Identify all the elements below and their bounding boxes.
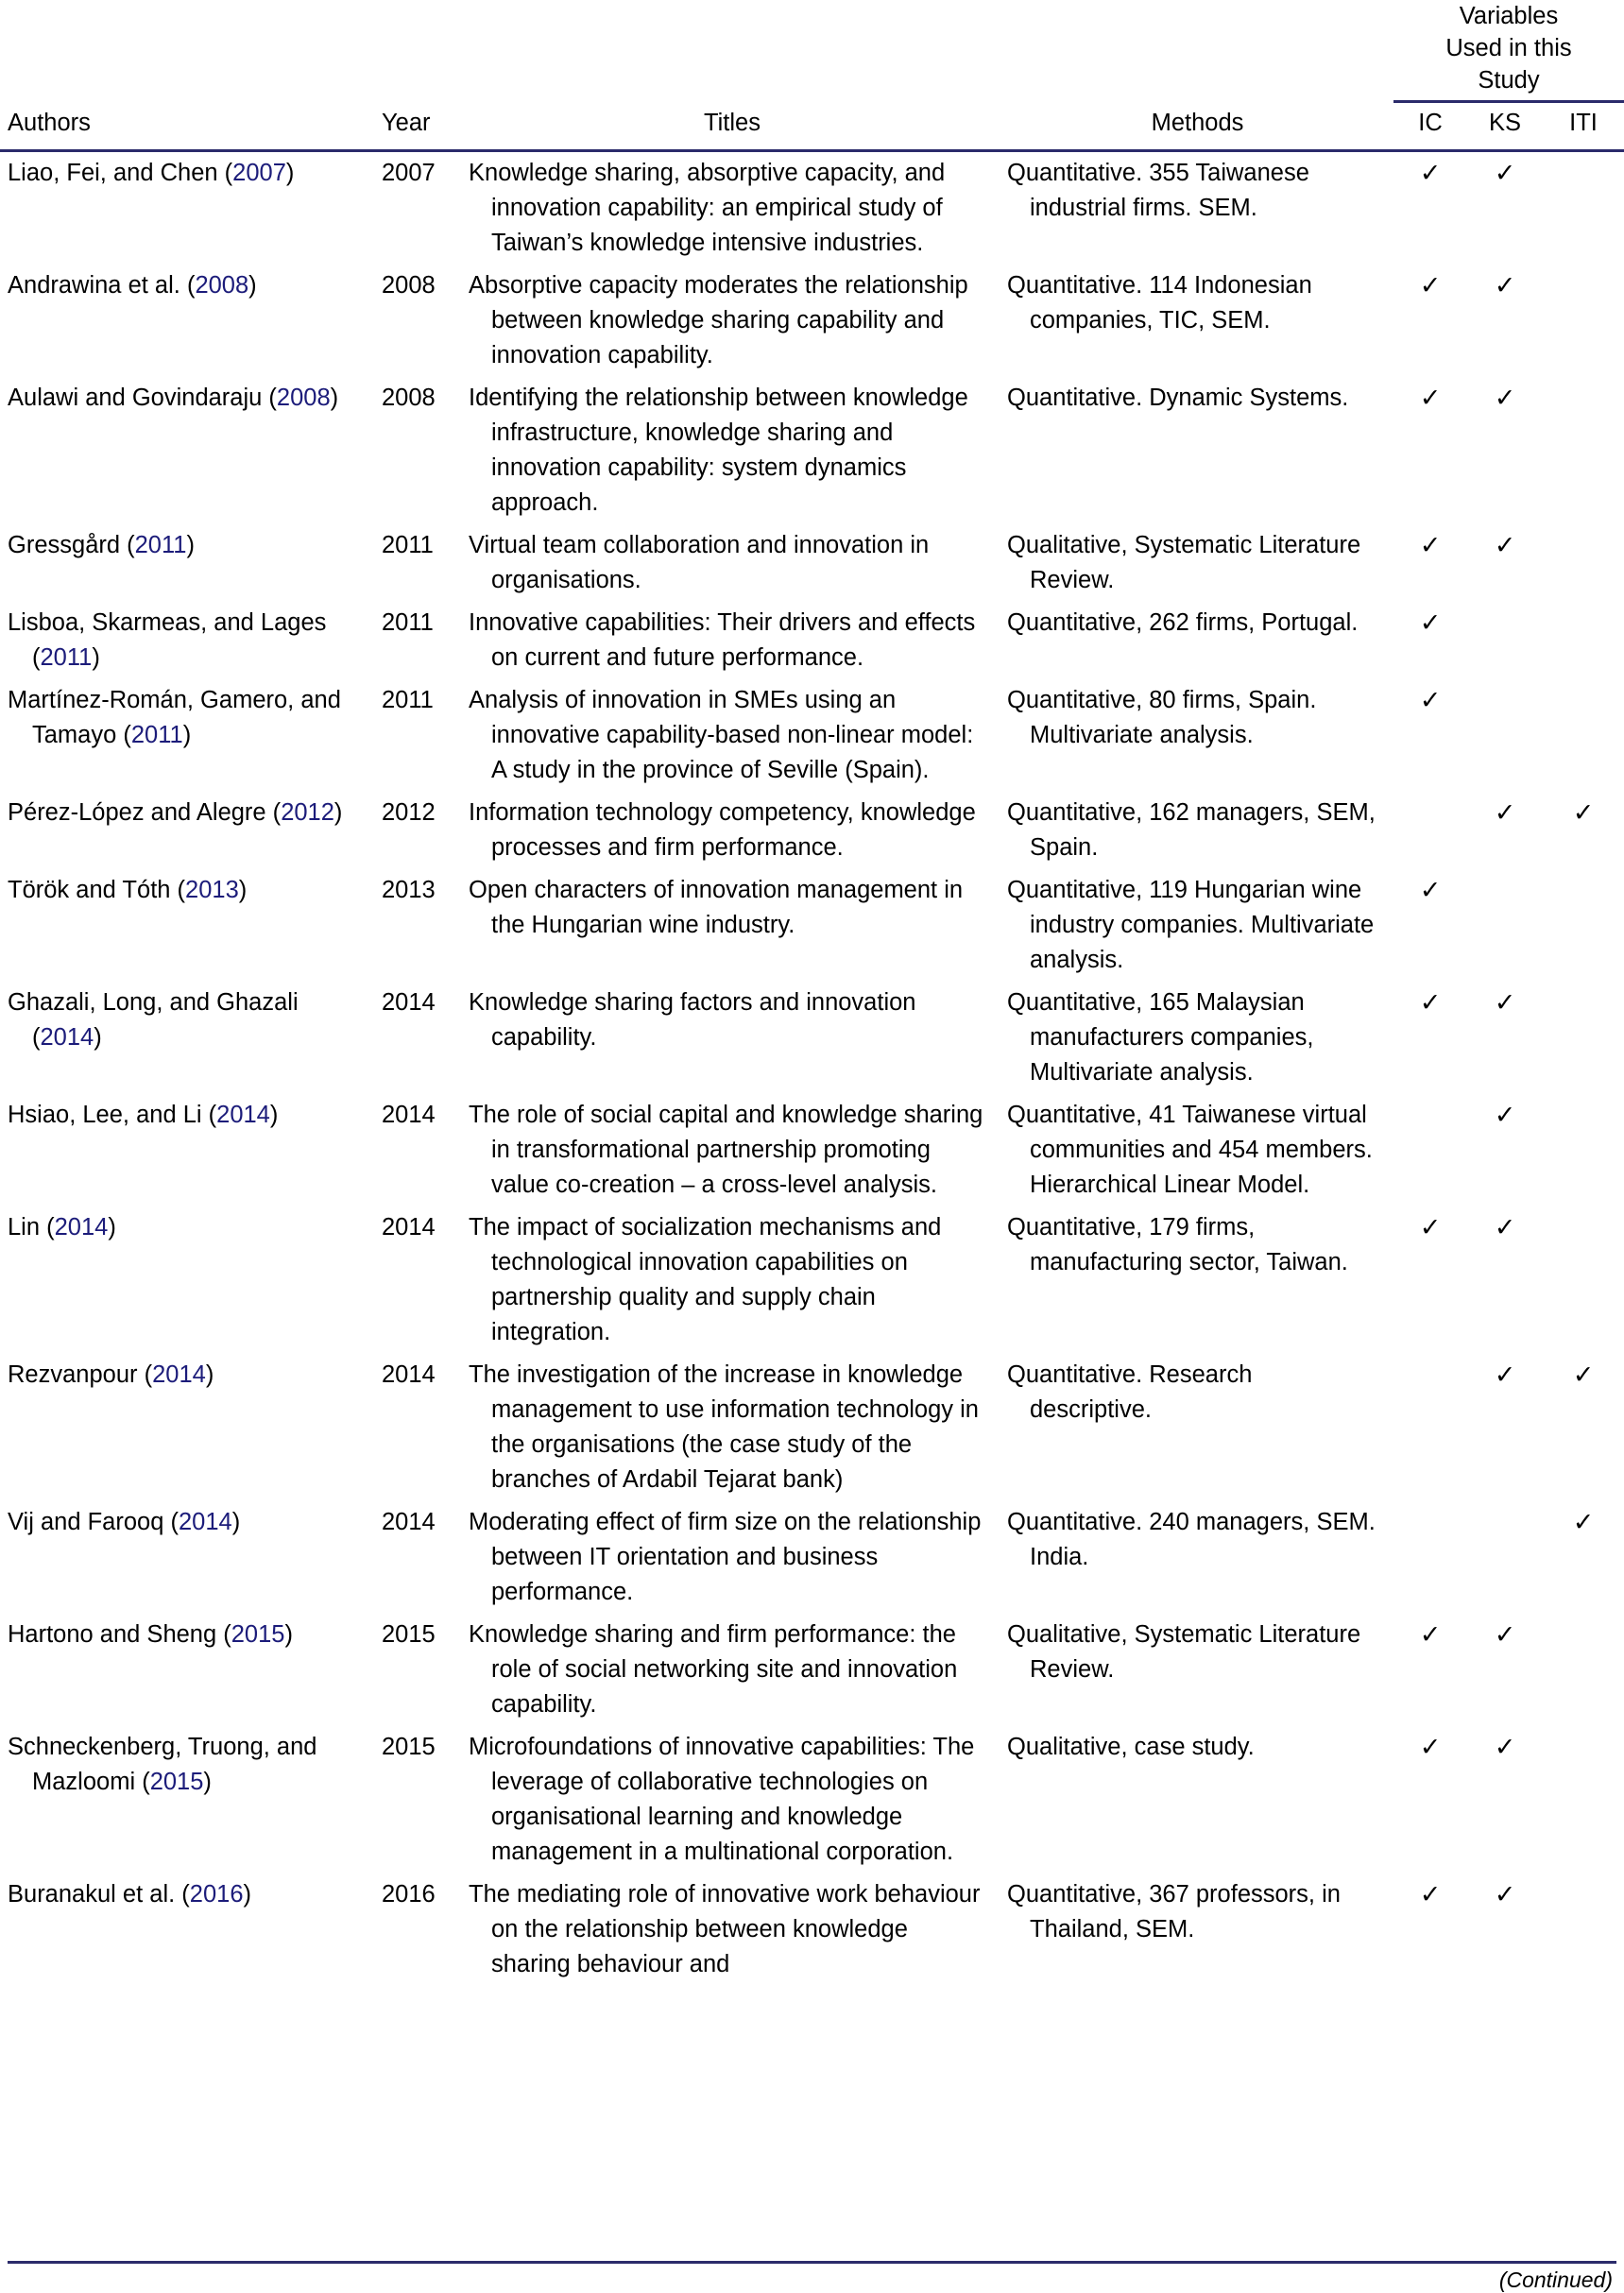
cell-ks-check [1467,869,1543,982]
checkmark-icon: ✓ [1419,384,1442,412]
cell-methods: Quantitative, 367 professors, in Thailand, SEM. [1007,1881,1341,1942]
cell-title: Knowledge sharing and firm performance: the role of social networking site and innovation capability. [469,1621,958,1718]
cell-iti-check [1543,1874,1624,1986]
column-header-ks: KS [1467,102,1543,151]
table-row [0,602,1624,679]
checkmark-icon: ✓ [1419,608,1442,637]
table-row [0,1206,1624,1354]
cell-ks-check [1467,1501,1543,1614]
cell-title: Moderating effect of firm size on the relationship between IT orientation and business performance. [469,1509,982,1605]
author-year-link[interactable]: 2008 [195,272,249,299]
checkmark-icon: ✓ [1494,1101,1516,1129]
cell-title: The mediating role of innovative work behaviour on the relationship between knowledge sharing behaviour and [469,1881,981,1977]
cell-year: 2015 [382,1734,436,1760]
table-row [0,1726,1624,1874]
spanner-line-3: Study [1478,67,1540,94]
cell-ic-check [1393,792,1467,869]
author-year-link[interactable]: 2008 [276,385,331,411]
cell-year: 2007 [382,160,436,186]
spanner-spacer [1001,0,1393,102]
cell-year: 2015 [382,1621,436,1648]
cell-methods: Quantitative, 179 firms, manufacturing sector, Taiwan. [1007,1214,1348,1275]
cell-title: Knowledge sharing, absorptive capacity, and innovation capability: an empirical study of Taiwan’s knowledge intensive industries. [469,160,946,256]
cell-title: Analysis of innovation in SMEs using an innovative capability-based non-linear model: A study in the province of Seville (Spain). [469,687,974,783]
cell-methods: Quantitative, 119 Hungarian wine industry companies. Multivariate analysis. [1007,877,1375,973]
cell-title: Knowledge sharing factors and innovation capability. [469,989,916,1051]
cell-iti-check [1543,524,1624,602]
cell-iti-check [1543,1094,1624,1206]
table-row [0,265,1624,377]
table-row [0,377,1624,524]
cell-iti-check [1543,151,1624,265]
author-year-link[interactable]: 2014 [152,1361,206,1388]
table-row [0,869,1624,982]
table-row [0,982,1624,1094]
column-header-ic: IC [1393,102,1467,151]
cell-year: 2011 [382,532,434,558]
cell-year: 2013 [382,877,436,903]
cell-authors: Hsiao, Lee, and Li (2014) [8,1102,279,1128]
checkmark-icon: ✓ [1419,271,1442,299]
cell-year: 2008 [382,272,436,299]
cell-methods: Quantitative, 165 Malaysian manufacturers companies, Multivariate analysis. [1007,989,1314,1086]
cell-methods: Quantitative. Research descriptive. [1007,1361,1253,1423]
cell-title: Microfoundations of innovative capabilities: The leverage of collaborative technologies on organisational learning and knowledge management in a multinational corporation. [469,1734,975,1865]
checkmark-icon: ✓ [1494,1360,1516,1389]
spanner-line-2: Used in this [1445,35,1572,61]
checkmark-icon: ✓ [1572,798,1595,827]
cell-authors: Török and Tóth (2013) [8,877,248,903]
author-year-link[interactable]: 2012 [281,799,334,826]
checkmark-icon: ✓ [1494,531,1516,559]
author-year-link[interactable]: 2016 [189,1881,244,1908]
cell-authors: Andrawina et al. (2008) [8,272,257,299]
checkmark-icon: ✓ [1419,159,1442,187]
checkmark-icon: ✓ [1494,159,1516,187]
checkmark-icon: ✓ [1494,1880,1516,1908]
table-bottom-rule [8,2261,1616,2264]
checkmark-icon: ✓ [1494,1620,1516,1649]
column-header-titles: Titles [463,102,1001,151]
cell-ks-check [1467,679,1543,792]
checkmark-icon: ✓ [1419,1880,1442,1908]
table-row [0,1094,1624,1206]
cell-authors: Pérez-López and Alegre (2012) [8,799,343,826]
author-year-link[interactable]: 2014 [54,1214,109,1241]
checkmark-icon: ✓ [1572,1360,1595,1389]
checkmark-icon: ✓ [1419,876,1442,904]
cell-authors: Martínez-Román, Gamero, and Tamayo (2011) [8,687,341,748]
column-header-iti: ITI [1543,102,1624,151]
author-year-link[interactable]: 2013 [185,877,239,903]
checkmark-icon: ✓ [1419,531,1442,559]
checkmark-icon: ✓ [1419,1733,1442,1761]
checkmark-icon: ✓ [1494,271,1516,299]
cell-iti-check [1543,982,1624,1094]
cell-title: Information technology competency, knowledge processes and firm performance. [469,799,976,861]
author-year-link[interactable]: 2011 [134,532,187,558]
table-row [0,679,1624,792]
cell-iti-check [1543,679,1624,792]
cell-ic-check [1393,1501,1467,1614]
table-header [0,0,1624,151]
cell-methods: Quantitative, 41 Taiwanese virtual communities and 454 members. Hierarchical Linear Model. [1007,1102,1373,1198]
checkmark-icon: ✓ [1419,988,1442,1017]
cell-methods: Qualitative, Systematic Literature Review. [1007,1621,1361,1683]
author-year-link[interactable]: 2014 [40,1024,94,1051]
table-row [0,151,1624,265]
checkmark-icon: ✓ [1494,988,1516,1017]
spanner-spacer [378,0,463,102]
cell-methods: Qualitative, Systematic Literature Review. [1007,532,1361,593]
checkmark-icon: ✓ [1494,798,1516,827]
table-row [0,1501,1624,1614]
cell-methods: Quantitative. 355 Taiwanese industrial firms. SEM. [1007,160,1309,221]
cell-year: 2012 [382,799,436,826]
cell-ks-check [1467,602,1543,679]
cell-ic-check [1393,1354,1467,1501]
cell-ic-check [1393,1094,1467,1206]
checkmark-icon: ✓ [1419,1620,1442,1649]
table-row [0,1874,1624,1986]
cell-year: 2014 [382,989,436,1016]
cell-methods: Quantitative, 262 firms, Portugal. [1007,609,1359,636]
table-body [0,151,1624,1987]
checkmark-icon: ✓ [1494,384,1516,412]
cell-authors: Gressgård (2011) [8,532,195,558]
continued-note: (Continued) [1498,2267,1613,2292]
cell-authors: Lisboa, Skarmeas, and Lages (2011) [8,609,327,671]
cell-year: 2014 [382,1361,436,1388]
cell-title: Open characters of innovation management in the Hungarian wine industry. [469,877,964,938]
cell-iti-check [1543,869,1624,982]
author-year-link[interactable]: 2014 [216,1102,270,1128]
cell-authors: Lin (2014) [8,1214,116,1241]
checkmark-icon: ✓ [1419,686,1442,714]
cell-year: 2014 [382,1509,436,1535]
cell-authors: Rezvanpour (2014) [8,1361,214,1388]
cell-iti-check [1543,602,1624,679]
checkmark-icon: ✓ [1419,1213,1442,1241]
table-row [0,1354,1624,1501]
cell-title: Identifying the relationship between knowledge infrastructure, knowledge sharing and innovation capability: system dynamics approach. [469,385,968,516]
cell-title: The impact of socialization mechanisms and technological innovation capabilities on partnership quality and supply chain integration. [469,1214,942,1345]
author-year-link[interactable]: 2011 [130,722,183,748]
checkmark-icon: ✓ [1494,1733,1516,1761]
cell-title: Virtual team collaboration and innovation in organisations. [469,532,930,593]
author-year-link[interactable]: 2015 [149,1769,204,1795]
author-year-link[interactable]: 2007 [232,160,286,186]
cell-authors: Schneckenberg, Truong, and Mazloomi (2015) [8,1734,317,1795]
cell-year: 2014 [382,1102,436,1128]
cell-year: 2014 [382,1214,436,1241]
cell-iti-check [1543,1726,1624,1874]
spanner-spacer [0,0,378,102]
table-row [0,524,1624,602]
spanner-spacer [463,0,1001,102]
checkmark-icon: ✓ [1494,1213,1516,1241]
cell-title: Innovative capabilities: Their drivers and effects on current and future performance. [469,609,976,671]
cell-title: The investigation of the increase in knowledge management to use information technology in the organisations (the case study of the branches of Ardabil Tejarat bank) [469,1361,979,1493]
spanner-line-1: Variables [1459,3,1559,29]
table-row [0,792,1624,869]
cell-methods: Quantitative, 80 firms, Spain. Multivariate analysis. [1007,687,1317,748]
spanner-header-row [0,0,1624,102]
cell-methods: Qualitative, case study. [1007,1734,1255,1760]
cell-authors: Aulawi and Govindaraju (2008) [8,385,339,411]
table-row [0,1614,1624,1726]
cell-authors: Liao, Fei, and Chen (2007) [8,160,295,186]
author-year-link[interactable]: 2014 [178,1509,232,1535]
cell-methods: Quantitative. 114 Indonesian companies, TIC, SEM. [1007,272,1312,334]
column-header-year: Year [378,102,463,151]
author-year-link[interactable]: 2011 [40,644,93,671]
cell-iti-check [1543,1206,1624,1354]
checkmark-icon: ✓ [1572,1508,1595,1536]
cell-iti-check [1543,1614,1624,1726]
column-header-methods: Methods [1001,102,1393,151]
cell-methods: Quantitative. 240 managers, SEM. India. [1007,1509,1376,1570]
column-header-row [0,102,1624,151]
cell-iti-check [1543,377,1624,524]
cell-year: 2008 [382,385,436,411]
cell-title: The role of social capital and knowledge sharing in transformational partnership promoting value co-creation – a cross-level analysis. [469,1102,983,1198]
cell-title: Absorptive capacity moderates the relationship between knowledge sharing capability and innovation capability. [469,272,968,368]
cell-year: 2011 [382,609,434,636]
cell-authors: Hartono and Sheng (2015) [8,1621,293,1648]
cell-year: 2016 [382,1881,436,1908]
column-header-authors: Authors [0,102,378,151]
variables-spanner-header [1393,0,1624,102]
author-year-link[interactable]: 2015 [231,1621,285,1648]
cell-authors: Ghazali, Long, and Ghazali (2014) [8,989,299,1051]
cell-authors: Buranakul et al. (2016) [8,1881,252,1908]
cell-authors: Vij and Farooq (2014) [8,1509,241,1535]
cell-methods: Quantitative, 162 managers, SEM, Spain. [1007,799,1376,861]
cell-methods: Quantitative. Dynamic Systems. [1007,385,1349,411]
cell-year: 2011 [382,687,434,713]
cell-iti-check [1543,265,1624,377]
